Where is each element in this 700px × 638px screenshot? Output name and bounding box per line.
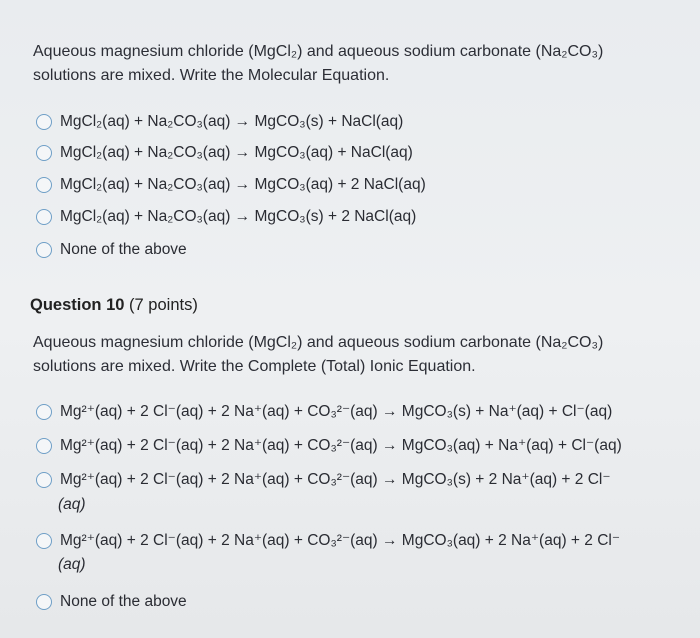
option-label: MgCl₂(aq) + Na₂CO₃(aq) → MgCO₃(s) + 2 NaCl(aq) [60, 208, 417, 225]
option-label: Mg²⁺(aq) + 2 Cl⁻(aq) + 2 Na⁺(aq) + CO₃²⁻(aq) → MgCO₃(aq) + 2 Na⁺(aq) + 2 Cl⁻ [60, 532, 621, 549]
radio-button[interactable] [36, 404, 52, 420]
radio-button[interactable] [36, 114, 52, 130]
radio-button[interactable] [36, 438, 52, 454]
q10-prompt-line2: solutions are mixed. Write the Complete (Total) Ionic Equation. [33, 358, 476, 375]
radio-button[interactable] [36, 145, 52, 161]
radio-button[interactable] [36, 533, 52, 549]
q10-heading [30, 296, 198, 315]
q9-prompt-line1: Aqueous magnesium chloride (MgCl₂) and aqueous sodium carbonate (Na₂CO₃) [33, 43, 604, 60]
q9-prompt-line2: solutions are mixed. Write the Molecular Equation. [33, 67, 390, 84]
q10-option-3-continuation: (aq) [58, 496, 86, 513]
option-label: None of the above [60, 593, 187, 610]
q9-option-2[interactable] [36, 141, 413, 165]
option-label: MgCl₂(aq) + Na₂CO₃(aq) → MgCO₃(aq) + 2 NaCl(aq) [60, 176, 426, 193]
q10-option-1[interactable] [36, 400, 612, 424]
question-points: (7 points) [129, 296, 198, 314]
option-label: Mg²⁺(aq) + 2 Cl⁻(aq) + 2 Na⁺(aq) + CO₃²⁻(aq) → MgCO₃(s) + Na⁺(aq) + Cl⁻(aq) [60, 403, 613, 420]
q9-option-4[interactable] [36, 205, 416, 229]
question-title: Question 10 [30, 296, 125, 314]
q9-option-1[interactable] [36, 110, 403, 134]
radio-button[interactable] [36, 209, 52, 225]
option-label: Mg²⁺(aq) + 2 Cl⁻(aq) + 2 Na⁺(aq) + CO₃²⁻(aq) → MgCO₃(aq) + Na⁺(aq) + Cl⁻(aq) [60, 437, 622, 454]
option-label: Mg²⁺(aq) + 2 Cl⁻(aq) + 2 Na⁺(aq) + CO₃²⁻(aq) → MgCO₃(s) + 2 Na⁺(aq) + 2 Cl⁻ [60, 471, 611, 488]
radio-button[interactable] [36, 177, 52, 193]
radio-button[interactable] [36, 242, 52, 258]
q9-option-5[interactable] [36, 238, 187, 262]
q9-option-3[interactable] [36, 173, 426, 197]
option-label: MgCl₂(aq) + Na₂CO₃(aq) → MgCO₃(s) + NaCl(aq) [60, 113, 404, 130]
q10-option-3[interactable] [36, 468, 611, 492]
radio-button[interactable] [36, 472, 52, 488]
q10-option-5[interactable] [36, 590, 187, 614]
q10-prompt-line1: Aqueous magnesium chloride (MgCl₂) and aqueous sodium carbonate (Na₂CO₃) [33, 334, 604, 351]
q10-option-2[interactable] [36, 434, 622, 458]
option-label: MgCl₂(aq) + Na₂CO₃(aq) → MgCO₃(aq) + NaCl(aq) [60, 144, 413, 161]
radio-button[interactable] [36, 594, 52, 610]
q10-option-4-continuation: (aq) [58, 556, 86, 573]
option-label: None of the above [60, 241, 187, 258]
q10-option-4[interactable] [36, 529, 620, 553]
